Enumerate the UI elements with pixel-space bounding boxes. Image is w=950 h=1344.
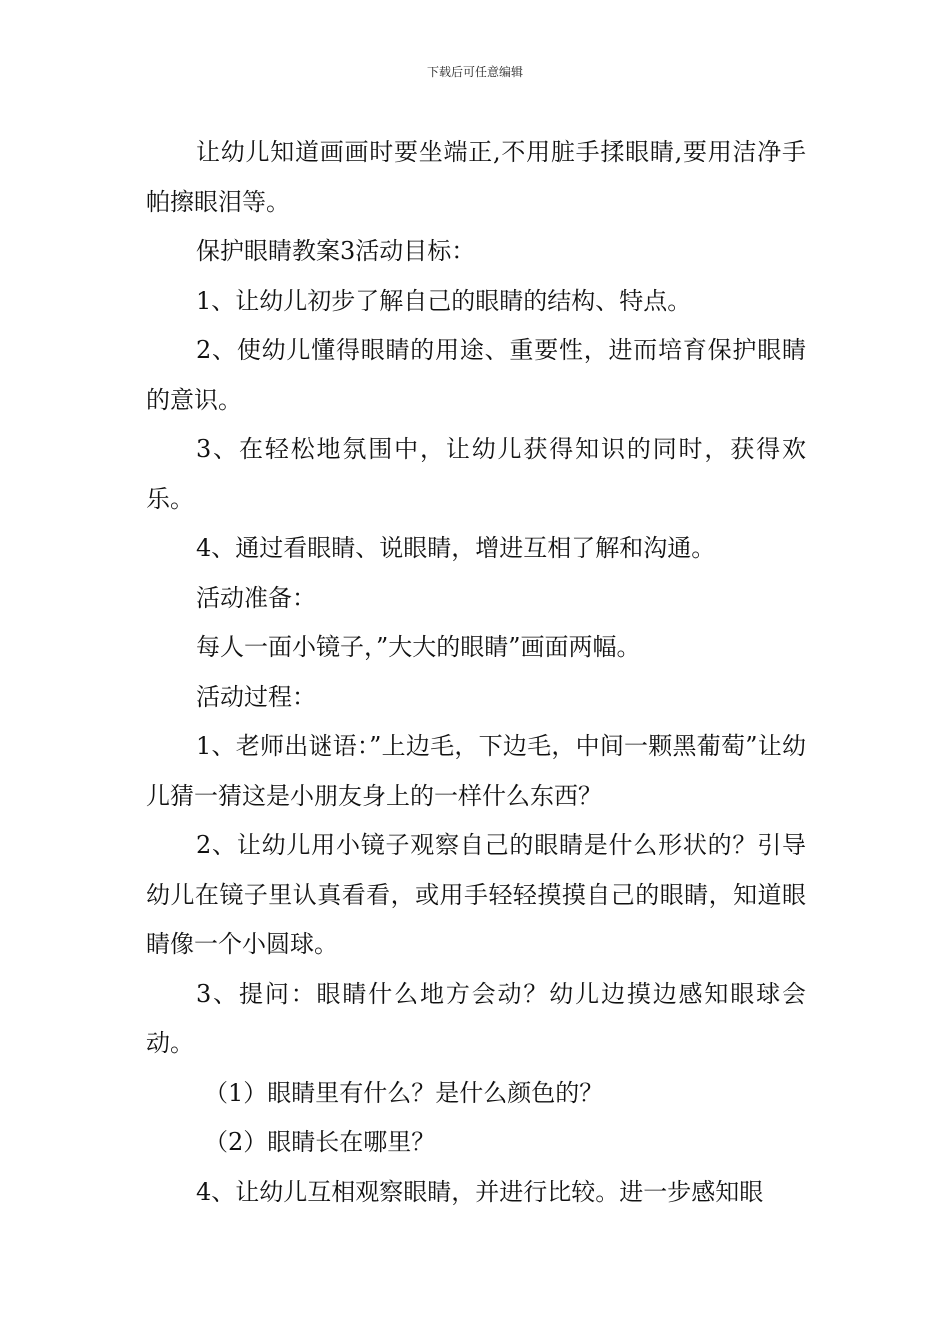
paragraph-3: 1、让幼儿初步了解自己的眼睛的结构、特点。 (196, 286, 692, 315)
paragraph-1: 让幼儿知道画画时要坐端正,不用脏手揉眼睛,要用洁净手帕擦眼泪等。 (146, 138, 806, 216)
page-header: 下载后可任意编辑 (426, 65, 523, 79)
paragraph-11: 2、让幼儿用小镜子观察自己的眼睛是什么形状的？引导幼儿在镜子里认真看看，或用手轻轻摸摸自己的眼睛，知道眼睛像一个小圆球。 (146, 831, 806, 958)
paragraph-7: 活动准备： (196, 583, 316, 612)
paragraph-10: 1、老师出谜语：”上边毛，下边毛，中间一颗黑葡萄”让幼儿猜一猜这是小朋友身上的一样什么东西？ (146, 732, 806, 810)
paragraph-13: （1）眼睛里有什么？是什么颜色的？ (204, 1078, 604, 1107)
paragraph-2: 保护眼睛教案3活动目标： (196, 237, 476, 265)
paragraph-6: 4、通过看眼睛、说眼睛，增进互相了解和沟通。 (196, 534, 716, 562)
document-body (146, 128, 806, 1217)
paragraph-5: 3、在轻松地氛围中，让幼儿获得知识的同时，获得欢乐。 (146, 435, 806, 513)
paragraph-8: 每人一面小镜子，”大大的眼睛”画面两幅。 (196, 633, 641, 661)
paragraph-12: 3、提问：眼睛什么地方会动？幼儿边摸边感知眼球会动。 (146, 979, 806, 1057)
paragraph-4: 2、使幼儿懂得眼睛的用途、重要性，进而培育保护眼睛的意识。 (146, 336, 806, 414)
paragraph-14: （2）眼睛长在哪里？ (204, 1128, 436, 1156)
paragraph-15: 4、让幼儿互相观察眼睛，并进行比较。进一步感知眼 (196, 1177, 764, 1206)
paragraph-9: 活动过程： (196, 682, 316, 711)
